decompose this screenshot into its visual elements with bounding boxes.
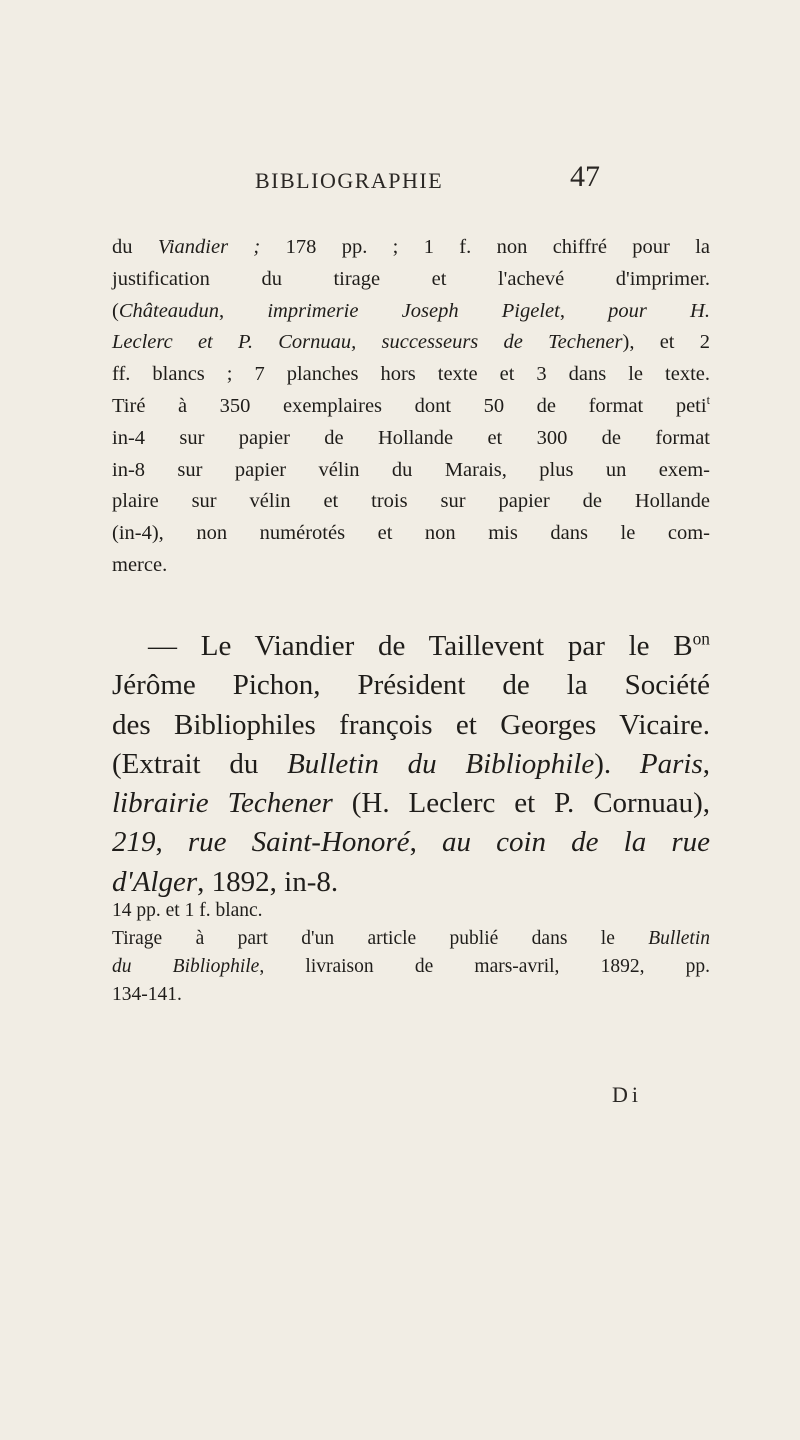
text-line: 219, rue Saint-Honoré, au coin de la rue (112, 826, 711, 859)
text-line: d'Alger, 1892, in-8. (112, 865, 339, 898)
entry-main-paragraph (112, 627, 710, 902)
text-line: ff. blancs ; 7 planches hors texte et 3 dans le texte. (112, 363, 710, 386)
signature-mark: Di (612, 1082, 642, 1107)
text-line: justification du tirage et l'achevé d'imprimer. (112, 267, 710, 290)
text-line: du Viandier ; 178 pp. ; 1 f. non chiffré pour la (112, 236, 711, 258)
text-line: in-8 sur papier vélin du Marais, plus un exem- (112, 458, 710, 481)
entry-notes-paragraph (112, 897, 710, 1009)
running-head: BIBLIOGRAPHIE (255, 168, 444, 193)
text-line: merce. (112, 553, 168, 576)
text-line: plaire sur vélin et trois sur papier de Hollande (112, 490, 710, 513)
text-line: 14 pp. et 1 f. blanc. (112, 900, 263, 921)
text-line: Tirage à part d'un article publié dans le Bulletin (112, 928, 710, 949)
text-line: Jérôme Pichon, Président de la Société (112, 669, 710, 702)
text-line: Tiré à 350 exemplaires dont 50 de format peti$^t$ (112, 393, 710, 417)
text-line: (Châteaudun, imprimerie Joseph Pigelet, pour H. (112, 299, 710, 322)
text-line: — Le Viandier de Taillevent par le $B^{on}$ (148, 628, 710, 662)
entry-continued-paragraph (112, 232, 710, 582)
text-line: 134-141. (112, 984, 182, 1005)
text-line: Leclerc et P. Cornuau, successeurs de Techener), et 2 (112, 331, 710, 354)
text-line: du Bibliophile, livraison de mars-avril, 1892, pp. (112, 956, 711, 977)
text-line: (Extrait du Bulletin du Bibliophile). Paris, (112, 747, 710, 780)
text-line: (in-4), non numérotés et non mis dans le com- (112, 522, 710, 545)
page-number: 47 (570, 160, 600, 193)
text-line: librairie Techener (H. Leclerc et P. Cornuau), (112, 787, 710, 820)
text-line: des Bibliophiles françois et Georges Vicaire. (112, 708, 710, 741)
text-line: in-4 sur papier de Hollande et 300 de format (112, 426, 710, 449)
